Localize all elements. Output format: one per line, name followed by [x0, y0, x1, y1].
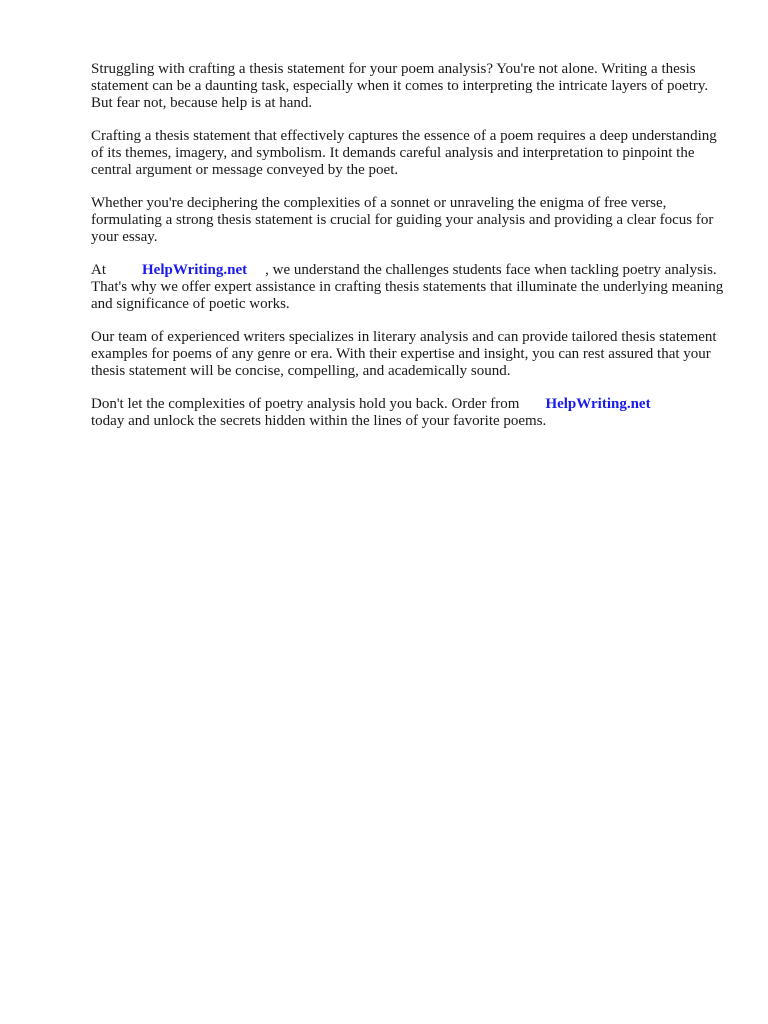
paragraph-order	[91, 396, 731, 430]
paragraph-crafting: Crafting a thesis statement that effectively captures the essence of a poem requires a deep understanding of its themes, imagery, and symbolism. It demands careful analysis and interpretation to pinpoint the central argument or message conveyed by the poet.	[91, 128, 717, 178]
paragraph-text: today and unlock the secrets hidden within the lines of your favorite poems.	[91, 413, 547, 429]
paragraph-text: , we understand the challenges students face when tackling poetry analysis. That's why we offer expert assistance in crafting thesis statements that illuminate the underlying meaning and significance of poetic works.	[91, 262, 724, 312]
paragraph-intro: Struggling with crafting a thesis statement for your poem analysis? You're not alone. Writing a thesis statement can be a daunting task, especially when it comes to interpreting the intricate layers of poetry. But fear not, because help is at hand.	[91, 61, 709, 111]
paragraph-whether: Whether you're deciphering the complexities of a sonnet or unraveling the enigma of free verse, formulating a strong thesis statement is crucial for guiding your analysis and providing a clear focus for your essay.	[91, 195, 714, 245]
paragraph-text: At	[91, 262, 106, 278]
helpwriting-link[interactable]: HelpWriting.net	[142, 262, 248, 278]
document-body	[91, 61, 731, 446]
paragraph-at-helpwriting	[91, 262, 731, 313]
paragraph-text: Don't let the complexities of poetry analysis hold you back. Order from	[91, 396, 520, 412]
helpwriting-link[interactable]: HelpWriting.net	[545, 396, 651, 412]
paragraph-team: Our team of experienced writers specializes in literary analysis and can provide tailored thesis statement examples for poems of any genre or era. With their expertise and insight, you can rest assured that your thesis statement will be concise, compelling, and academically sound.	[91, 329, 717, 379]
